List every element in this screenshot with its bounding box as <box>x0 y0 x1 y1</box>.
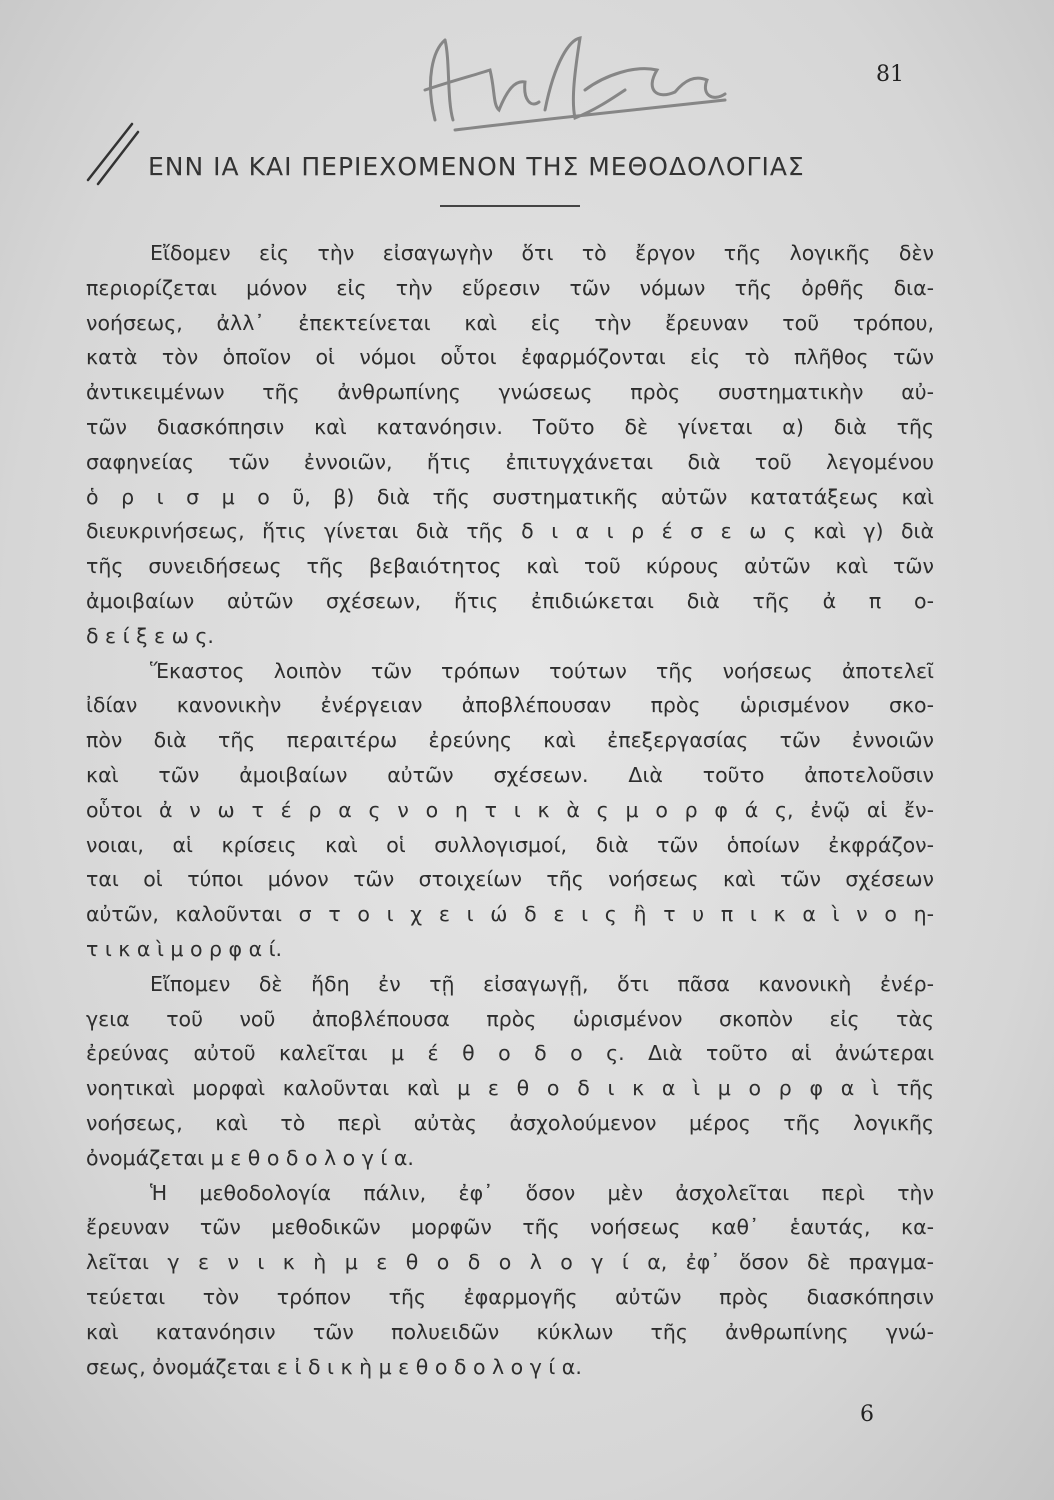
text-line: λεῖται γ ε ν ι κ ὴ μ ε θ ο δ ο λ ο γ ί α, ἐφ᾿ ὅσον δὲ πραγμα- <box>86 1250 934 1275</box>
page-number: 81 <box>876 62 904 87</box>
text-line: δ ε ί ξ ε ω ς. <box>86 623 214 648</box>
text-line: καὶ τῶν ἀμοιβαίων αὐτῶν σχέσεων. Διὰ τοῦτο ἀποτελοῦσιν <box>86 762 934 787</box>
text-line: ται οἱ τύποι μόνον τῶν στοιχείων τῆς νοήσεως καὶ τῶν σχέσεων <box>86 867 934 892</box>
text-line: ἀντικειμένων τῆς ἀνθρωπίνης γνώσεως πρὸς συστηματικὴν αὐ- <box>86 380 934 405</box>
footer-signature-number: 6 <box>860 1402 874 1427</box>
text-line: σεως, ὀνομάζεται ε ἰ δ ι κ ὴ μ ε θ ο δ ο λ ο γ ί α. <box>86 1354 582 1379</box>
text-line: Εἴδομεν εἰς τὴν εἰσαγωγὴν ὅτι τὸ ἔργον τῆς λογικῆς δὲν <box>150 241 934 265</box>
text-line: καὶ κατανόησιν τῶν πολυειδῶν κύκλων τῆς ἀνθρωπίνης γνώ- <box>86 1319 934 1344</box>
text-line: τῶν διασκόπησιν καὶ κατανόησιν. Τοῦτο δὲ γίνεται α) διὰ τῆς <box>86 414 934 439</box>
text-line: ἐρεύνας αὐτοῦ καλεῖται μ έ θ ο δ ο ς. Διὰ τοῦτο αἱ ἀνώτεραι <box>86 1041 934 1066</box>
text-line: ἔρευναν τῶν μεθοδικῶν μορφῶν τῆς νοήσεως καθ᾿ ἑαυτάς, κα- <box>86 1215 934 1240</box>
double-slash-mark <box>80 118 140 188</box>
text-line: νοήσεως, ἀλλ᾿ ἐπεκτείνεται καὶ εἰς τὴν ἔρευναν τοῦ τρόπου, <box>86 310 934 335</box>
text-line: τεύεται τὸν τρόπον τῆς ἐφαρμογῆς αὐτῶν πρὸς διασκόπησιν <box>86 1284 934 1309</box>
text-line: γεια τοῦ νοῦ ἀποβλέπουσα πρὸς ὡρισμένον σκοπὸν εἰς τὰς <box>86 1006 934 1031</box>
text-line: ὁ ρ ι σ μ ο ῦ, β) διὰ τῆς συστηματικῆς αὐτῶν κατατάξεως καὶ <box>86 484 934 509</box>
text-line: νοιαι, αἱ κρίσεις καὶ οἱ συλλογισμοί, διὰ τῶν ὁποίων ἐκφράζον- <box>86 832 934 857</box>
text-line: ἀμοιβαίων αὐτῶν σχέσεων, ἥτις ἐπιδιώκεται διὰ τῆς ἀ π ο- <box>86 588 934 613</box>
text-line: Ἕκαστος λοιπὸν τῶν τρόπων τούτων τῆς νοήσεως ἀποτελεῖ <box>150 658 934 683</box>
text-line: ὀνομάζεται μ ε θ ο δ ο λ ο γ ί α. <box>86 1145 414 1170</box>
text-line: Ἡ μεθοδολογία πάλιν, ἐφ᾿ ὅσον μὲν ἀσχολεῖται περὶ τὴν <box>150 1180 934 1205</box>
text-line: ἰδίαν κανονικὴν ἐνέργειαν ἀποβλέπουσαν πρὸς ὡρισμένον σκο- <box>86 693 934 718</box>
chapter-title: ΕΝΝ ΙΑ ΚΑΙ ΠΕΡΙΕΧΟΜΕΝΟΝ ΤΗΣ ΜΕΘΟΔΟΛΟΓΙΑΣ <box>148 152 805 181</box>
text-line: διευκρινήσεως, ἥτις γίνεται διὰ τῆς δ ι α ι ρ έ σ ε ω ς καὶ γ) διὰ <box>86 519 934 544</box>
text-line: Εἴπομεν δὲ ἤδη ἐν τῇ εἰσαγωγῇ, ὅτι πᾶσα κανονικὴ ἐνέρ- <box>150 971 934 996</box>
text-line: τ ι κ α ὶ μ ο ρ φ α ί. <box>86 936 283 961</box>
text-line: οὗτοι ἀ ν ω τ έ ρ α ς ν ο η τ ι κ ὰ ς μ ο ρ φ ά ς, ἐνῷ αἱ ἔν- <box>86 797 934 822</box>
text-line: κατὰ τὸν ὁποῖον οἱ νόμοι οὗτοι ἐφαρμόζονται εἰς τὸ πλῆθος τῶν <box>86 345 934 370</box>
text-line: τῆς συνειδήσεως τῆς βεβαιότητος καὶ τοῦ κύρους αὐτῶν καὶ τῶν <box>86 554 934 579</box>
text-line: νοητικαὶ μορφαὶ καλοῦνται καὶ μ ε θ ο δ ι κ α ὶ μ ο ρ φ α ὶ τῆς <box>86 1076 934 1101</box>
body-text <box>86 236 934 1384</box>
handwritten-signature <box>395 20 755 140</box>
text-line: αὐτῶν, καλοῦνται σ τ ο ι χ ε ι ώ δ ε ι ς ἢ τ υ π ι κ α ὶ ν ο η- <box>86 902 934 927</box>
text-line: περιορίζεται μόνον εἰς τὴν εὕρεσιν τῶν νόμων τῆς ὀρθῆς δια- <box>86 275 934 300</box>
text-line: πὸν διὰ τῆς περαιτέρω ἐρεύνης καὶ ἐπεξεργασίας τῶν ἐννοιῶν <box>86 728 934 753</box>
text-line: σαφηνείας τῶν ἐννοιῶν, ἥτις ἐπιτυγχάνεται διὰ τοῦ λεγομένου <box>86 449 934 474</box>
title-underline <box>440 205 580 207</box>
text-line: νοήσεως, καὶ τὸ περὶ αὐτὰς ἀσχολούμενον μέρος τῆς λογικῆς <box>86 1110 934 1135</box>
